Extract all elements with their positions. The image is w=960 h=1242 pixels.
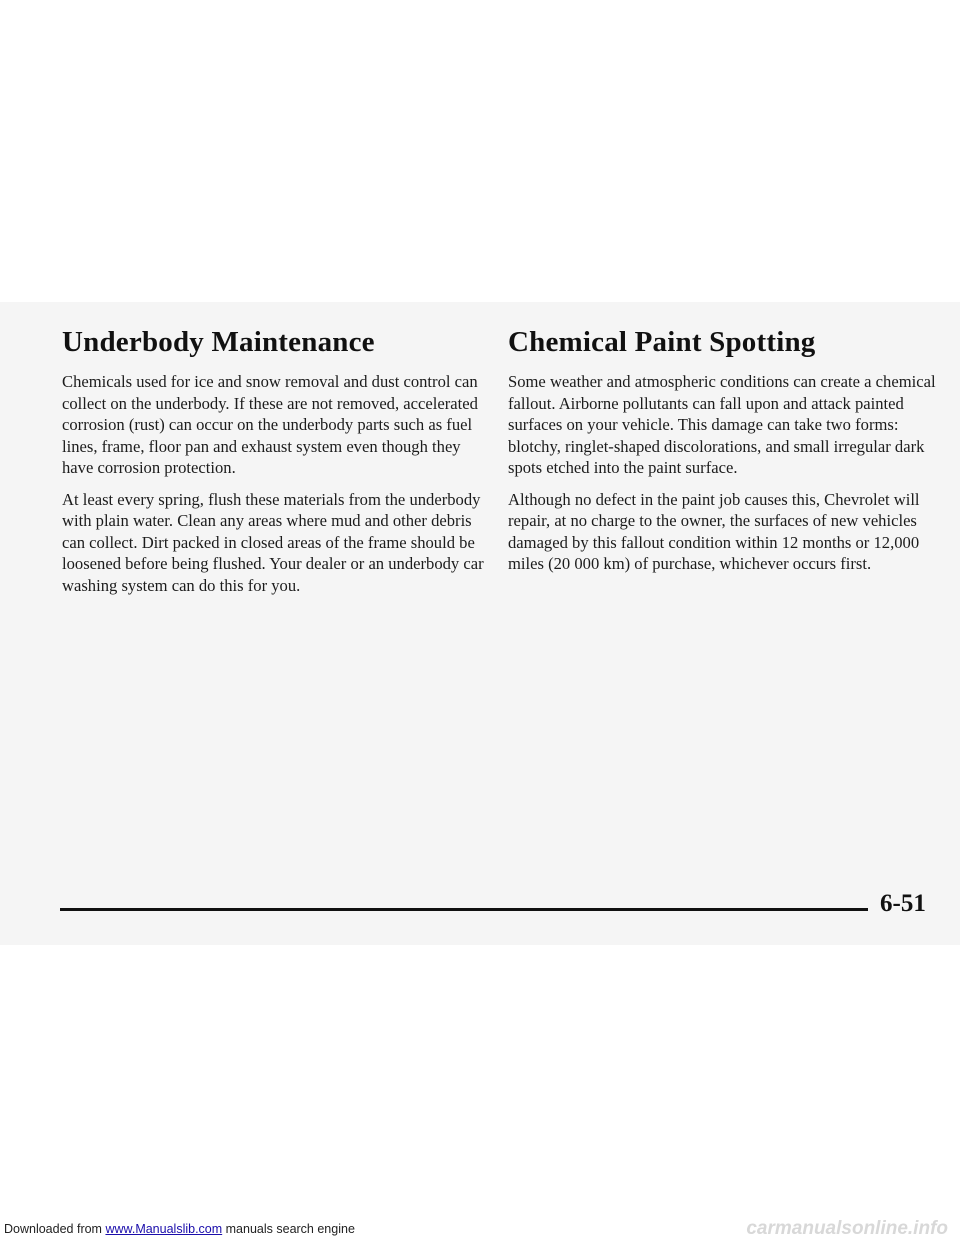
- paragraph: Some weather and atmospheric conditions can create a chemical fallout. Airborne pollutants can fall upon and attack painted surfaces on your vehicle. This damage can take two forms: blotchy, ringlet-shaped discolorations, and small irregular dark spots etched into the paint surface.: [508, 372, 936, 477]
- paragraph: At least every spring, flush these materials from the underbody with plain water. Clean any areas where mud and other debris can collect. Dirt packed in closed areas of the frame should be loosened before being flushed. Your dealer or an underbody car washing system can do this for you.: [62, 489, 484, 595]
- manualslib-link[interactable]: www.Manualslib.com: [105, 1222, 223, 1236]
- footer-prefix: Downloaded from: [4, 1222, 106, 1236]
- page-number: 6-51: [880, 890, 926, 917]
- section-heading: Chemical Paint Spotting: [508, 326, 816, 358]
- site-watermark: carmanualsonline.info: [746, 1218, 948, 1239]
- footer-rule: [60, 908, 868, 911]
- chemical-paint-spotting-section: [508, 326, 946, 585]
- underbody-maintenance-section: [62, 326, 492, 606]
- download-footer: [4, 1222, 355, 1236]
- section-heading: Underbody Maintenance: [62, 326, 375, 358]
- paragraph: Chemicals used for ice and snow removal and dust control can collect on the underbody. If these are not removed, accelerated corrosion (rust) can occur on the underbody parts such as fuel lines, frame, floor pan and exhaust system even though they have corrosion protection.: [62, 372, 478, 477]
- footer-suffix: manuals search engine: [222, 1222, 355, 1236]
- paragraph: Although no defect in the paint job causes this, Chevrolet will repair, at no charge to the owner, the surfaces of new vehicles damaged by this fallout condition within 12 months or 12,000 miles (20 000 km) of purchase, whichever occurs first.: [508, 489, 920, 573]
